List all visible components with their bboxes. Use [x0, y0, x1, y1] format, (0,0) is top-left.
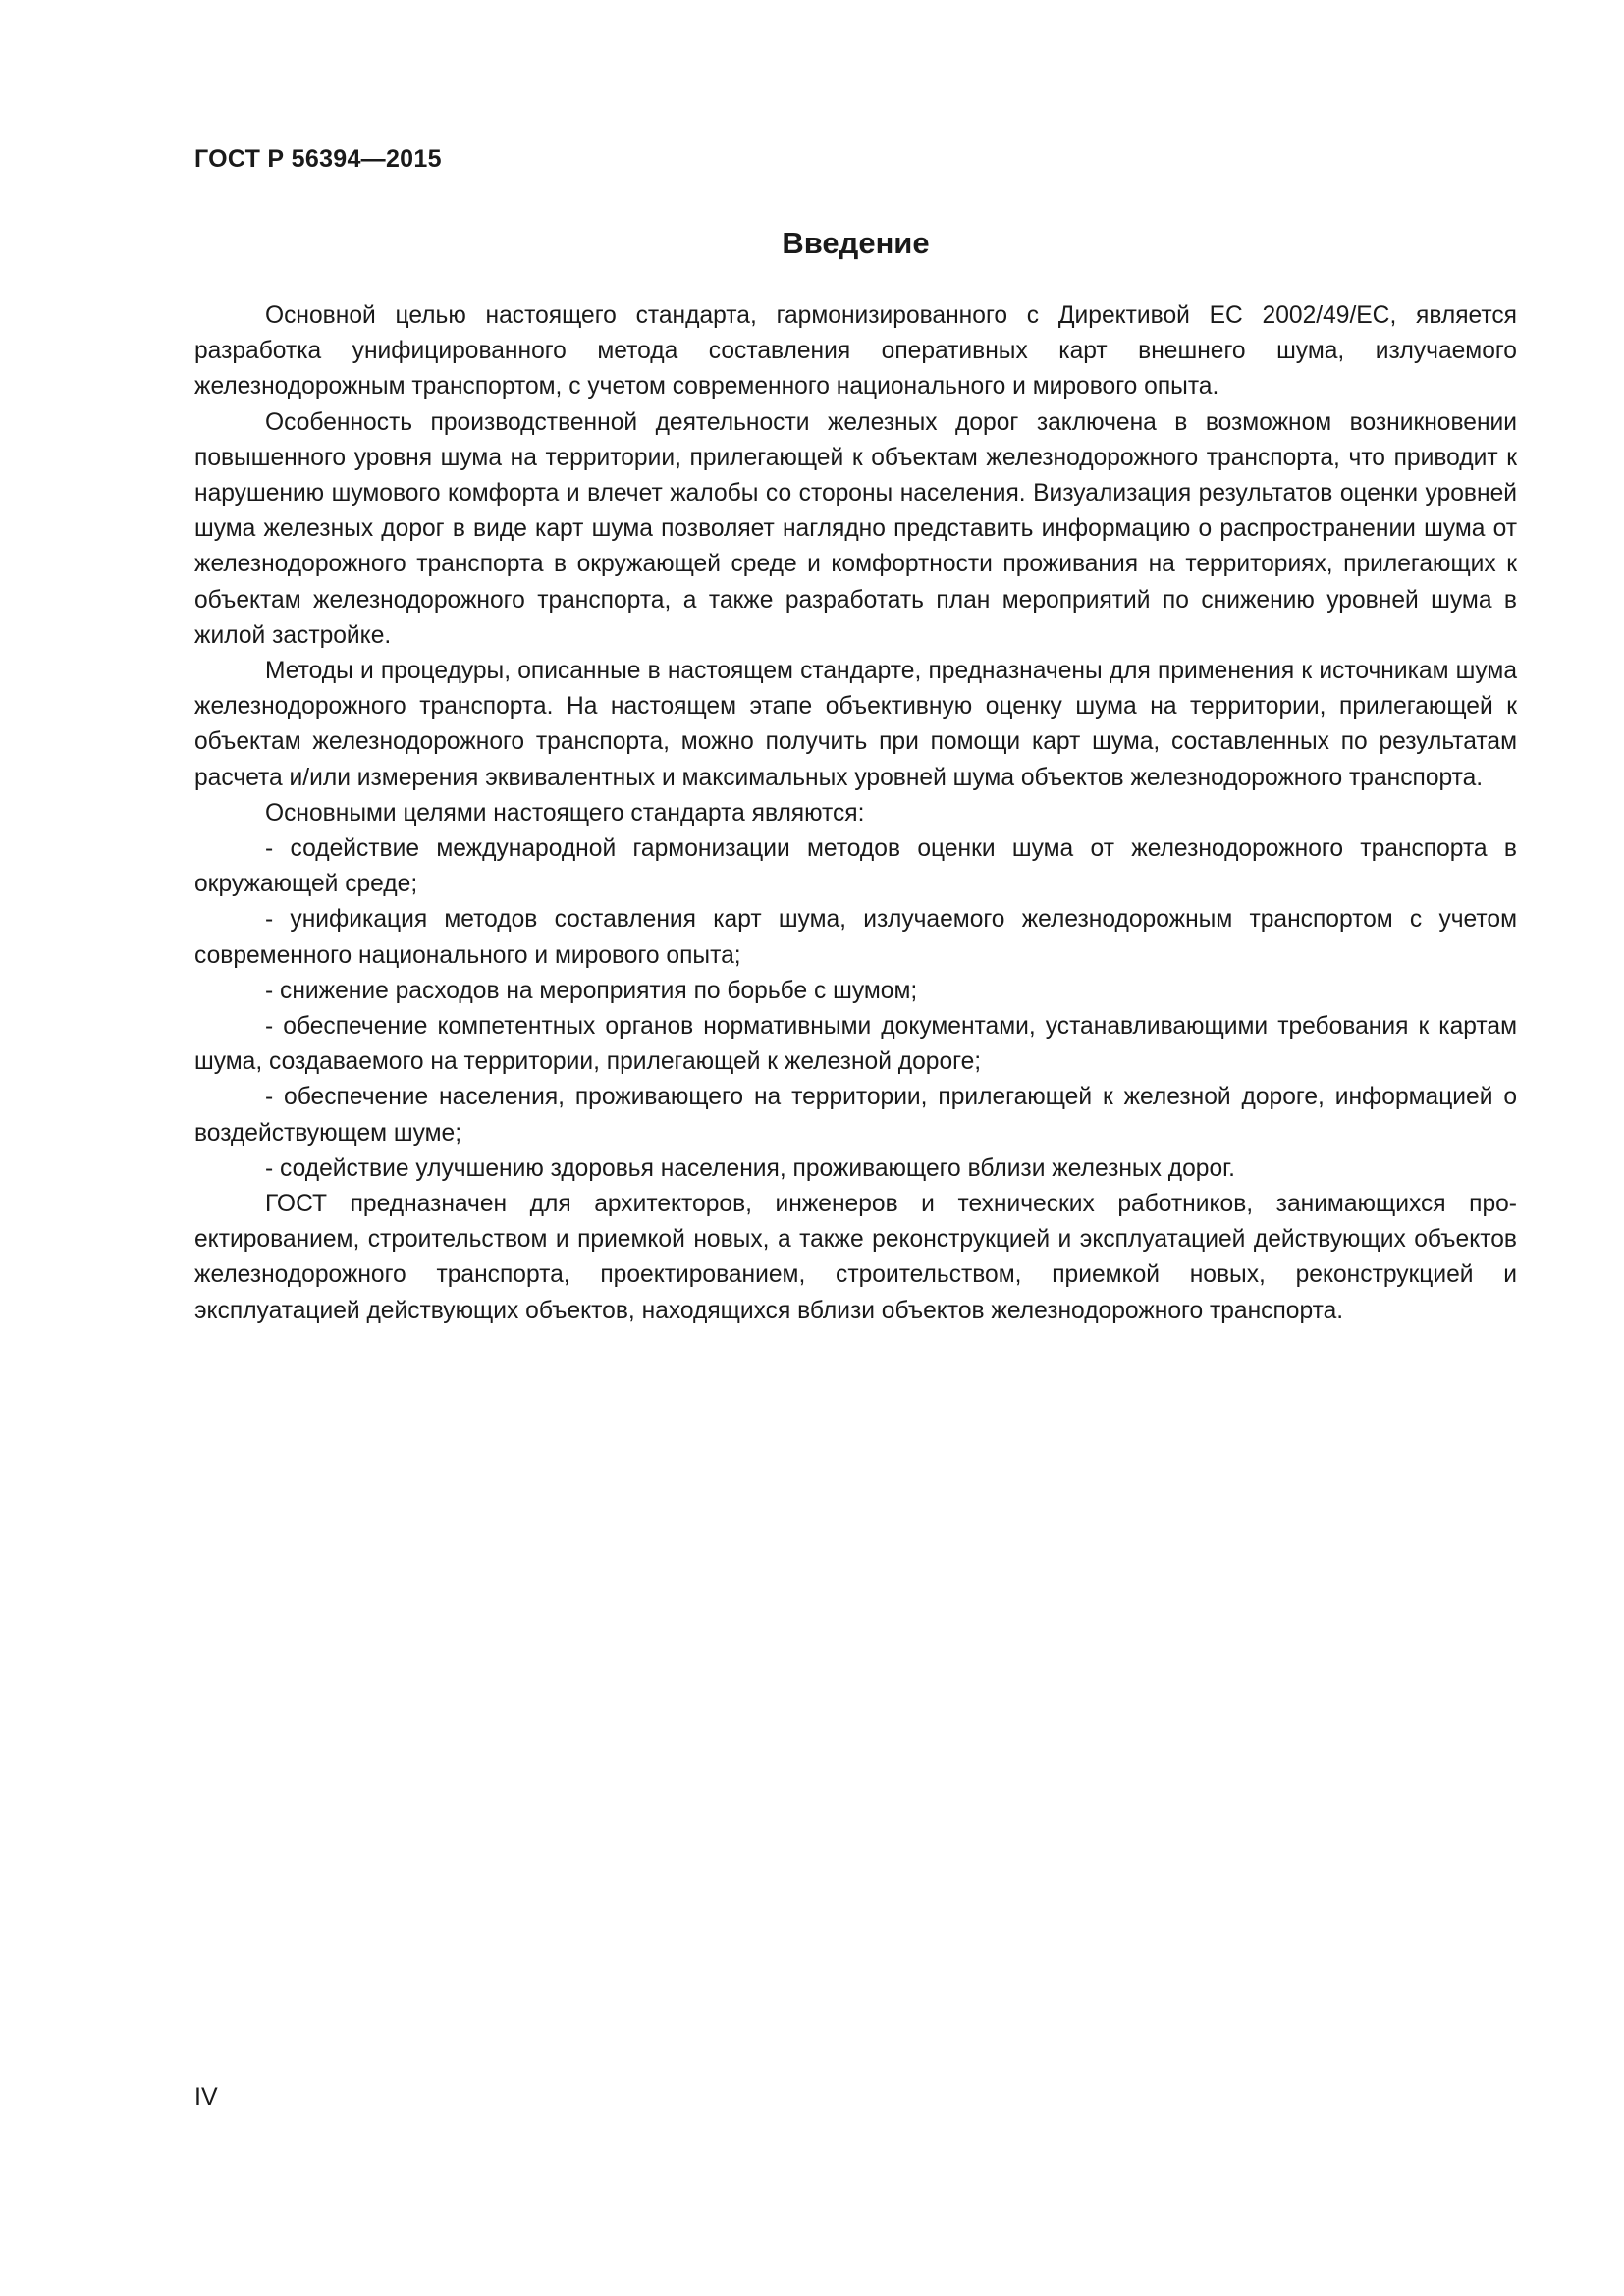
list-item-unification: - унификация методов составления карт шума, излучаемого железнодорожным транспортом с учетом современного национального и мирового опыта; [194, 906, 1517, 969]
list-item-population-info: - обеспечение населения, проживающего на территории, прилегающей к железной дороге, информацией о воздействующем шуме; [194, 1084, 1517, 1147]
paragraph-goal: Основной целью настоящего стандарта, гармонизированного с Директивой ЕС 2002/49/ЕС, является разработка унифицированного метода составления оперативных карт внешнего шума, излучаемого железнодорожным транспортом, с учетом современного национального и мирового опыта. [194, 302, 1517, 400]
paragraph-feature: Особенность производственной деятельности железных дорог заключена в возможном возникновении повышенного уровня шума на территории, прилегающей к объектам железнодорожного транспорта, что приводит к нарушению шумового комфорта и влечет жалобы со стороны населения. Визуализация результатов оценки уровней шума железных дорог в виде карт шума позволяет наглядно представить информацию о распространении шума от железнодорожного транспорта в окружающей среде и комфортности проживания на территориях, прилегающих к объектам железнодорожного транспорта, а также разработать план мероприятий по снижению уровней шума в жилой застройке. [194, 408, 1517, 649]
document-code-header: ГОСТ Р 56394—2015 [194, 145, 442, 173]
section-body [194, 298, 1517, 1329]
paragraph-goals-intro: Основными целями настоящего стандарта являются: [265, 799, 865, 827]
list-item-harmonization: - содействие международной гармонизации методов оценки шума от железнодорожного транспорта в окружающей среде; [194, 835, 1517, 898]
page-number: IV [194, 2083, 218, 2110]
list-item-cost-reduction: - снижение расходов на мероприятия по борьбе с шумом; [265, 977, 918, 1004]
list-item-health: - содействие улучшению здоровья населения, проживающего вблизи железных дорог. [265, 1154, 1235, 1182]
paragraph-methods: Методы и процедуры, описанные в настоящем стандарте, предназначены для применения к источникам шума железнодорожного транспорта. На настоящем этапе объективную оценку шума на территории, прилегающей к объектам железнодорожного транспорта, можно получить при помощи карт шума, составленных по результатам расчета и/или измерения эквивалентных и максимальных уровней шума объектов железнодорожного транспорта. [194, 658, 1517, 791]
section-title: Введение [782, 226, 930, 260]
list-item-authorities: - обеспечение компетентных органов нормативными документами, устанавливающими требования к картам шума, создаваемого на территории, прилегающей к железной дороге; [194, 1013, 1517, 1076]
paragraph-audience: ГОСТ предназначен для архитекторов, инженеров и технических работников, занимающихся проектированием, строительством и приемкой новых, а также реконструкцией и эксплуатацией действующих объектов железнодорожного транспорта, проектированием, строительством, приемкой новых, реконструкцией и эксплуатацией действующих объектов, находящихся вблизи объектов железнодорожного транспорта. [194, 1191, 1517, 1324]
